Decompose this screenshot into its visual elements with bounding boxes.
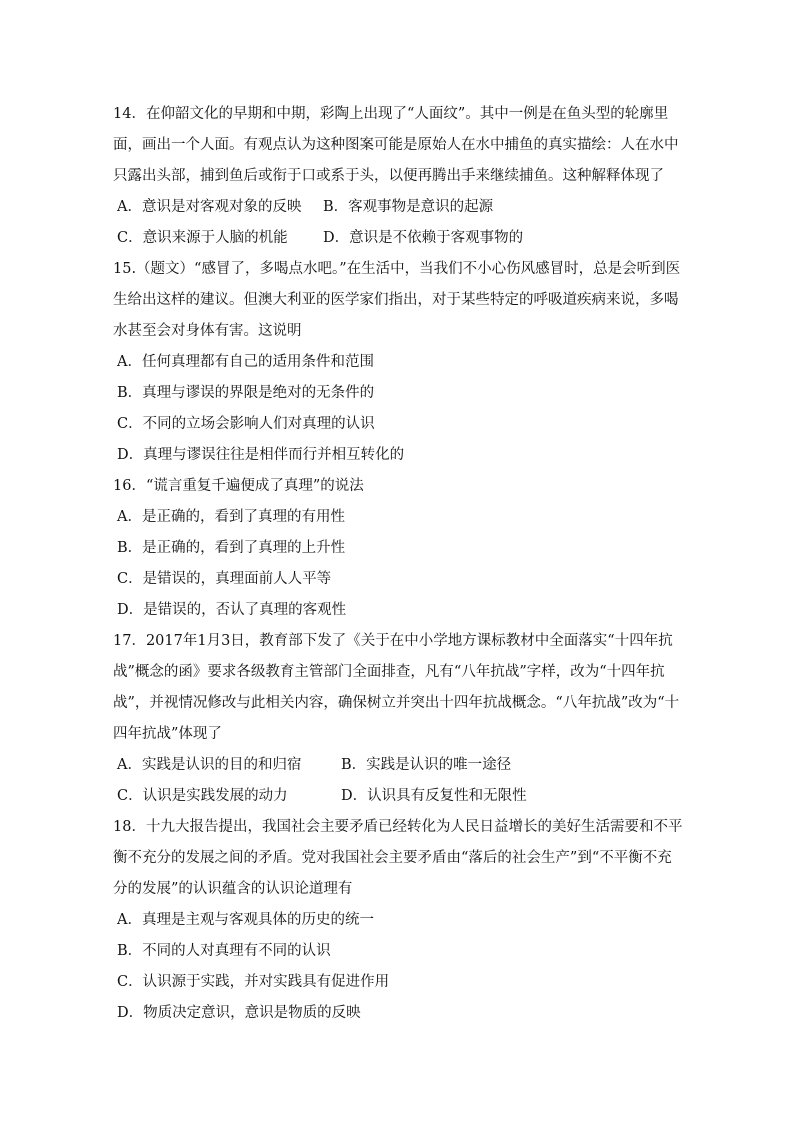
option-d: D．认识具有反复性和无限性 xyxy=(341,788,527,804)
option-c: C．认识源于实践，并对实践具有促进作用 xyxy=(117,974,390,990)
option-b: B．真理与谬误的界限是绝对的无条件的 xyxy=(117,385,375,401)
question-16 xyxy=(113,471,683,626)
option-b: B．实践是认识的唯一途径 xyxy=(341,757,512,773)
option-a: A．意识是对客观对象的反映 xyxy=(117,199,302,215)
option-c: C．是错误的，真理面前人人平等 xyxy=(117,571,332,587)
option-row xyxy=(113,192,683,223)
option-b: B．客观事物是意识的起源 xyxy=(323,199,494,215)
option-d: D．是错误的，否认了真理的客观性 xyxy=(117,602,347,618)
question-14 xyxy=(113,99,683,254)
question-17 xyxy=(113,626,683,812)
option-row xyxy=(113,223,683,254)
option-a: A．真理是主观与客观具体的历史的统一 xyxy=(117,912,374,928)
option-a: A．任何真理都有自己的适用条件和范围 xyxy=(117,354,374,370)
question-stem: 14．在仰韶文化的早期和中期，彩陶上出现了“人面纹”。其中一例是在鱼头型的轮廓里面，画出一个人面。有观点认为这种图案可能是原始人在水中捕鱼的真实描绘：人在水中只露出头部，捕到鱼后或衔于口或系于头，以便再腾出手来继续捕鱼。这种解释体现了 xyxy=(113,106,679,184)
option-a: A．实践是认识的目的和归宿 xyxy=(117,757,302,773)
question-stem: 15.（题文）“感冒了，多喝点水吧。”在生活中，当我们不小心伤风感冒时，总是会听到医生给出这样的建议。但澳大利亚的医学家们指出，对于某些特定的呼吸道疾病来说，多喝水甚至会对身体有害。这说明 xyxy=(113,261,681,339)
option-row xyxy=(113,781,683,812)
option-row xyxy=(113,750,683,781)
option-b: B．是正确的，看到了真理的上升性 xyxy=(117,540,346,556)
option-c: C．不同的立场会影响人们对真理的认识 xyxy=(117,416,375,432)
option-b: B．不同的人对真理有不同的认识 xyxy=(117,943,331,959)
option-c: C．认识是实践发展的动力 xyxy=(117,788,288,804)
option-d: D．意识是不依赖于客观事物的 xyxy=(323,230,524,246)
question-18 xyxy=(113,812,683,1029)
option-d: D．物质决定意识，意识是物质的反映 xyxy=(117,1005,361,1021)
option-c: C．意识来源于人脑的机能 xyxy=(117,230,288,246)
option-d: D．真理与谬误往往是相伴而行并相互转化的 xyxy=(117,447,405,463)
question-list xyxy=(113,99,683,1029)
question-stem: 18．十九大报告提出，我国社会主要矛盾已经转化为人民日益增长的美好生活需要和不平衡不充分的发展之间的矛盾。党对我国社会主要矛盾由“落后的社会生产”到“不平衡不充分的发展”的认识蕴含的认识论道理有 xyxy=(113,819,683,897)
option-a: A．是正确的，看到了真理的有用性 xyxy=(117,509,345,525)
question-stem: 17．2017年1月3日，教育部下发了《关于在中小学地方课标教材中全面落实“十四年抗战”概念的函》要求各级教育主管部门全面排查，凡有“八年抗战”字样，改为“十四年抗战”，并视情况修改与此相关内容，确保树立并突出十四年抗战概念。“八年抗战”改为“十四年抗战”体现了 xyxy=(113,633,680,742)
question-15 xyxy=(113,254,683,471)
question-stem: 16．“谎言重复千遍便成了真理”的说法 xyxy=(113,478,364,494)
